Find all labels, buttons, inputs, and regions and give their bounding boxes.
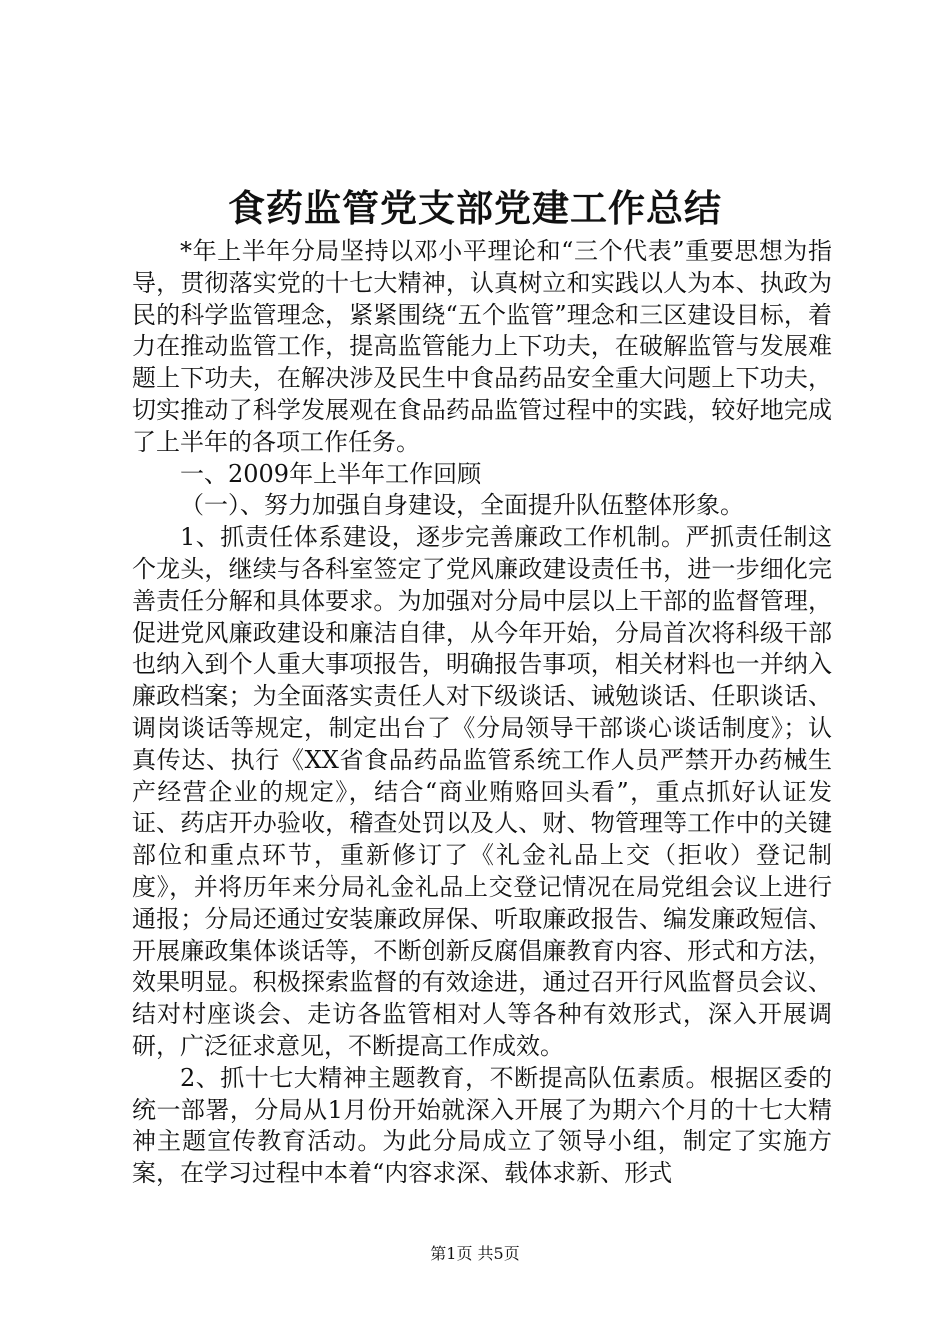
document-body [132, 236, 832, 1190]
document-title: 食药监管党支部党建工作总结 [228, 186, 722, 230]
paragraph-item-1: 1、抓责任体系建设，逐步完善廉政工作机制。严抓责任制这个龙头，继续与各科室签定了党风廉政建设责任书，进一步细化完善责任分解和具体要求。为加强对分局中层以上干部的监督管理，促进党风廉政建设和廉洁自律，从今年开始，分局首次将科级干部也纳入到个人重大事项报告，明确报告事项，相关材料也一并纳入廉政档案；为全面落实责任人对下级谈话、诫勉谈话、任职谈话、调岗谈话等规定，制定出台了《分局领导干部谈心谈话制度》；认真传达、执行《XX省食品药品监管系统工作人员严禁开办药械生产经营企业的规定》，结合“商业贿赂回头看”，重点抓好认证发证、药店开办验收，稽查处罚以及人、财、物管理等工作中的关键部位和重点环节，重新修订了《礼金礼品上交（拒收）登记制度》，并将历年来分局礼金礼品上交登记情况在局党组会议上进行通报；分局还通过安装廉政屏保、听取廉政报告、编发廉政短信、开展廉政集体谈话等，不断创新反腐倡廉教育内容、形式和方法，效果明显。积极探索监督的有效途进，通过召开行风监督员会议、结对村座谈会、走访各监管相对人等各种有效形式，深入开展调研，广泛征求意见，不断提高工作成效。 [132, 523, 832, 1060]
paragraph-intro: *年上半年分局坚持以邓小平理论和“三个代表”重要思想为指导，贯彻落实党的十七大精神，认真树立和实践以人为本、执政为民的科学监管理念，紧紧围绕“五个监管”理念和三区建设目标，着力在推动监管工作，提高监管能力上下功夫，在破解监管与发展难题上下功夫，在解决涉及民生中食品药品安全重大问题上下功夫，切实推动了科学发展观在食品药品监管过程中的实践，较好地完成了上半年的各项工作任务。 [132, 237, 832, 456]
page-number-footer: 第1页 共5页 [430, 1244, 520, 1263]
paragraph-item-2: 2、抓十七大精神主题教育，不断提高队伍素质。根据区委的统一部署，分局从1月份开始就深入开展了为期六个月的十七大精神主题宣传教育活动。为此分局成立了领导小组，制定了实施方案，在学习过程中本着“内容求深、载体求新、形式 [132, 1063, 832, 1188]
subsection-heading: （一）、努力加强自身建设，全面提升队伍整体形象。 [180, 491, 744, 520]
section-heading: 一、2009年上半年工作回顾 [180, 459, 482, 488]
